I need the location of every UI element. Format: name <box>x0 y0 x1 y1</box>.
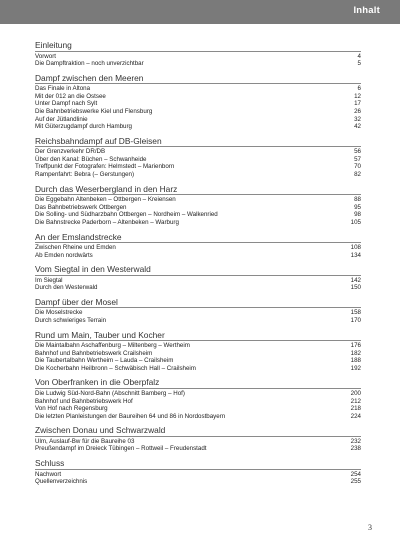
entry-page-number: 88 <box>354 196 361 204</box>
toc-entry <box>35 148 361 156</box>
table-of-contents <box>35 41 361 492</box>
toc-entry <box>35 471 361 479</box>
page-number: 3 <box>368 523 372 532</box>
entry-page-number: 32 <box>354 115 361 123</box>
toc-entry <box>35 93 361 101</box>
entry-page-number: 192 <box>350 364 361 372</box>
entry-page-number: 188 <box>350 357 361 365</box>
entry-title: Von Hof nach Regensburg <box>35 405 108 413</box>
toc-entry <box>35 252 361 260</box>
entry-page-number: 57 <box>354 155 361 163</box>
toc-entry <box>35 413 361 421</box>
entry-title: Der Grenzverkehr DR/DB <box>35 148 106 156</box>
entry-title: Nachwort <box>35 470 62 478</box>
toc-entry <box>35 357 361 365</box>
entry-title: Die Solling- und Südharzbahn Ottbergen – Nordheim – Walkenried <box>35 211 218 219</box>
entry-title: Das Finale in Altona <box>35 85 91 93</box>
entry-title: Vorwort <box>35 52 56 60</box>
entry-title: Ulm, Auslauf-Bw für die Baureihe 03 <box>35 437 135 445</box>
toc-section <box>35 74 361 131</box>
entry-title: Rampenfahrt: Bebra (– Gerstungen) <box>35 171 135 179</box>
entry-page-number: 142 <box>350 276 361 284</box>
entry-page-number: 98 <box>354 211 361 219</box>
toc-entry <box>35 317 361 325</box>
toc-entry <box>35 116 361 124</box>
toc-entry <box>35 390 361 398</box>
entry-page-number: 70 <box>354 163 361 171</box>
toc-section <box>35 426 361 453</box>
toc-entry <box>35 156 361 164</box>
toc-entry <box>35 171 361 179</box>
entry-page-number: 182 <box>350 349 361 357</box>
toc-entry <box>35 350 361 358</box>
entry-page-number: 176 <box>350 342 361 350</box>
entry-title: Preußendampf im Dreieck Tübingen – Rottweil – Freudenstadt <box>35 445 207 453</box>
toc-section <box>35 137 361 179</box>
entry-page-number: 158 <box>350 309 361 317</box>
entry-page-number: 6 <box>357 85 361 93</box>
entry-title: Quellenverzeichnis <box>35 478 88 486</box>
toc-entry <box>35 342 361 350</box>
entry-title: Auf der Jütlandlinie <box>35 115 88 123</box>
section-heading: Von Oberfranken in die Oberpfalz <box>35 378 361 389</box>
entry-page-number: 212 <box>350 397 361 405</box>
toc-entry <box>35 85 361 93</box>
section-heading: Dampf zwischen den Meeren <box>35 74 361 85</box>
toc-entry <box>35 196 361 204</box>
entry-page-number: 105 <box>350 218 361 226</box>
toc-entry <box>35 53 361 61</box>
toc-entry <box>35 244 361 252</box>
entry-page-number: 224 <box>350 412 361 420</box>
toc-entry <box>35 309 361 317</box>
toc-entry <box>35 100 361 108</box>
toc-section <box>35 459 361 486</box>
entry-title: Treffpunkt der Fotografen: Helmstedt – Marienborn <box>35 163 175 171</box>
entry-title: Mit Güterzugdampf durch Hamburg <box>35 123 132 131</box>
section-heading: Reichsbahndampf auf DB-Gleisen <box>35 137 361 148</box>
entry-page-number: 218 <box>350 405 361 413</box>
entry-title: Die Eggebahn Altenbeken – Ottbergen – Kreiensen <box>35 196 176 204</box>
toc-entry <box>35 219 361 227</box>
entry-title: Das Bahnbetriebswerk Ottbergen <box>35 203 127 211</box>
entry-page-number: 108 <box>350 244 361 251</box>
section-heading: Rund um Main, Tauber und Kocher <box>35 331 361 342</box>
toc-section <box>35 378 361 420</box>
entry-title: Ab Emden nordwärts <box>35 251 93 259</box>
section-heading: Einleitung <box>35 41 361 52</box>
entry-page-number: 5 <box>357 60 361 68</box>
toc-section <box>35 41 361 68</box>
toc-section <box>35 233 361 260</box>
toc-entry <box>35 445 361 453</box>
entry-page-number: 17 <box>354 100 361 108</box>
section-heading: Schluss <box>35 459 361 470</box>
entry-page-number: 232 <box>350 437 361 445</box>
toc-entry <box>35 123 361 131</box>
entry-title: Bahnhof und Bahnbetriebswerk Hof <box>35 397 133 405</box>
entry-page-number: 82 <box>354 171 361 179</box>
toc-entry <box>35 108 361 116</box>
toc-entry <box>35 438 361 446</box>
entry-page-number: 170 <box>350 316 361 324</box>
toc-entry <box>35 284 361 292</box>
toc-entry <box>35 277 361 285</box>
page-header <box>0 0 400 24</box>
toc-section <box>35 185 361 227</box>
toc-section <box>35 331 361 373</box>
entry-title: Die Bahnbetriebswerke Kiel und Flensburg <box>35 107 153 115</box>
toc-entry <box>35 478 361 486</box>
entry-page-number: 56 <box>354 148 361 156</box>
entry-page-number: 200 <box>350 389 361 397</box>
entry-page-number: 12 <box>354 92 361 100</box>
toc-entry <box>35 204 361 212</box>
toc-entry <box>35 60 361 68</box>
section-heading: Vom Siegtal in den Westerwald <box>35 265 361 276</box>
entry-page-number: 254 <box>350 470 361 478</box>
section-heading: Dampf über der Mosel <box>35 298 361 309</box>
toc-section <box>35 298 361 325</box>
section-heading: An der Emslandstrecke <box>35 233 361 244</box>
entry-page-number: 4 <box>357 52 361 60</box>
entry-title: Die Moselstrecke <box>35 309 83 317</box>
entry-title: Die Kocherbahn Heilbronn – Schwäbisch Hall – Crailsheim <box>35 364 196 372</box>
toc-entry <box>35 405 361 413</box>
entry-title: Zwischen Rheine und Emden <box>35 244 116 251</box>
entry-page-number: 150 <box>350 284 361 292</box>
entry-title: Unter Dampf nach Sylt <box>35 100 98 108</box>
entry-title: Die Dampftraktion – noch unverzichtbar <box>35 60 144 68</box>
entry-title: Durch den Westerwald <box>35 284 98 292</box>
entry-page-number: 134 <box>350 251 361 259</box>
toc-entry <box>35 211 361 219</box>
toc-entry <box>35 365 361 373</box>
entry-title: Mit der 012 an die Ostsee <box>35 92 106 100</box>
entry-page-number: 255 <box>350 478 361 486</box>
entry-title: Die Maintalbahn Aschaffenburg – Miltenberg – Wertheim <box>35 342 190 350</box>
entry-title: Durch schwieriges Terrain <box>35 316 107 324</box>
toc-section <box>35 265 361 292</box>
entry-title: Die letzten Planleistungen der Baureihen 64 und 86 in Nordostbayern <box>35 412 226 420</box>
section-heading: Zwischen Donau und Schwarzwald <box>35 426 361 437</box>
entry-title: Die Taubertalbahn Wertheim – Lauda – Crailsheim <box>35 357 174 365</box>
entry-title: Über den Kanal: Büchen – Schwanheide <box>35 155 147 163</box>
entry-title: Im Siegtal <box>35 276 63 284</box>
header-title: Inhalt <box>353 5 380 16</box>
toc-entry <box>35 163 361 171</box>
entry-title: Bahnhof und Bahnbetriebswerk Crailsheim <box>35 349 153 357</box>
entry-title: Die Bahnstrecke Paderborn – Altenbeken – Warburg <box>35 218 179 226</box>
toc-entry <box>35 398 361 406</box>
entry-page-number: 26 <box>354 107 361 115</box>
entry-page-number: 95 <box>354 203 361 211</box>
entry-page-number: 42 <box>354 123 361 131</box>
entry-title: Die Ludwig Süd-Nord-Bahn (Abschnitt Bamberg – Hof) <box>35 389 185 397</box>
section-heading: Durch das Weserbergland in den Harz <box>35 185 361 196</box>
entry-page-number: 238 <box>350 445 361 453</box>
